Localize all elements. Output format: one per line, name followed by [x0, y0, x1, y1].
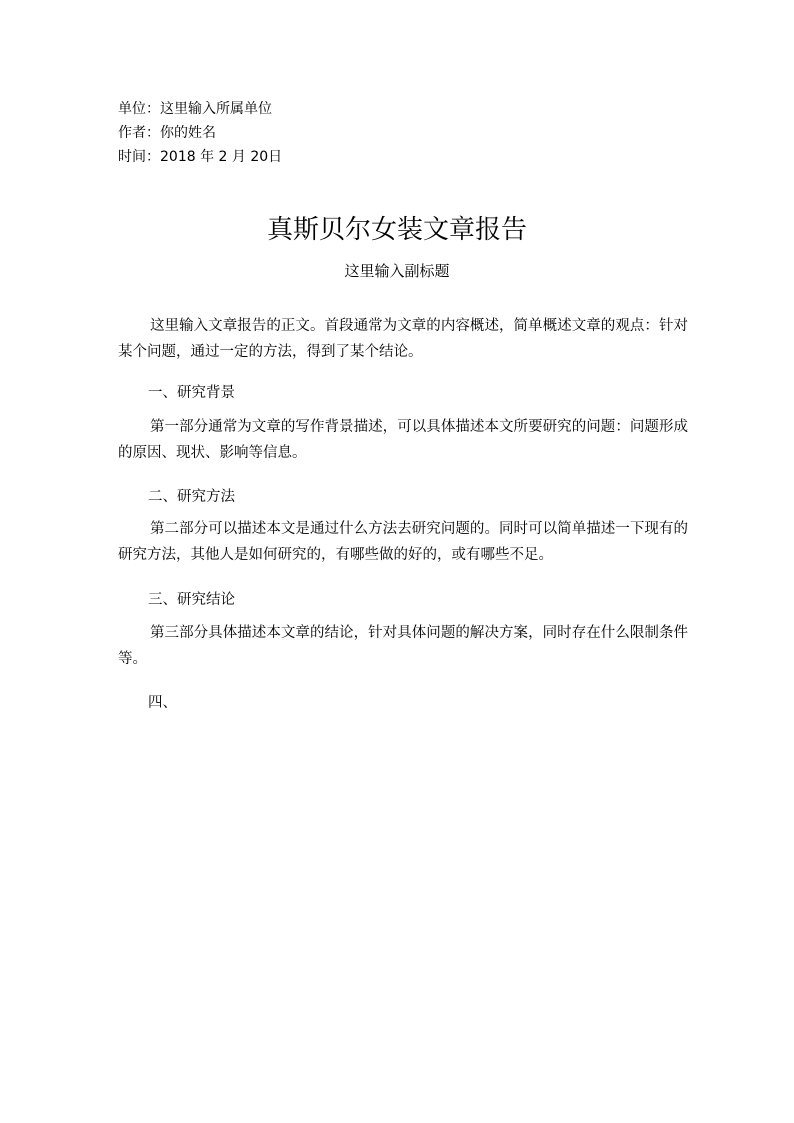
- author-label: 作者：: [118, 125, 160, 141]
- document-subtitle: 这里输入副标题: [344, 262, 450, 280]
- author-line: [118, 124, 216, 142]
- time-value: 2018 年 2 月 20日: [160, 149, 283, 165]
- time-line: [118, 148, 282, 166]
- section-body-3: 第三部分具体描述本文章的结论，针对具体问题的解决方案，同时存在什么限制条件等。: [118, 625, 688, 667]
- time-label: 时间：: [118, 149, 160, 165]
- unit-line: [118, 100, 272, 118]
- section-heading-1: 一、研究背景: [148, 385, 235, 401]
- section-heading-4: 四、: [148, 695, 177, 711]
- author-value: 你的姓名: [160, 125, 216, 141]
- section-body-2: 第二部分可以描述本文是通过什么方法去研究问题的。同时可以简单描述一下现有的研究方法，其他人是如何研究的，有哪些做的好的，或有哪些不足。: [118, 521, 688, 563]
- section-body-1: 第一部分通常为文章的写作背景描述，可以具体描述本文所要研究的问题：问题形成的原因、现状、影响等信息。: [118, 419, 688, 461]
- section-heading-3: 三、研究结论: [148, 592, 235, 608]
- unit-label: 单位：: [118, 101, 160, 117]
- document-title: 真斯贝尔女装文章报告: [266, 215, 527, 245]
- unit-value: 这里输入所属单位: [160, 101, 272, 117]
- intro-paragraph: 这里输入文章报告的正文。首段通常为文章的内容概述，简单概述文章的观点：针对某个问题，通过一定的方法，得到了某个结论。: [118, 318, 688, 360]
- section-heading-2: 二、研究方法: [148, 489, 235, 505]
